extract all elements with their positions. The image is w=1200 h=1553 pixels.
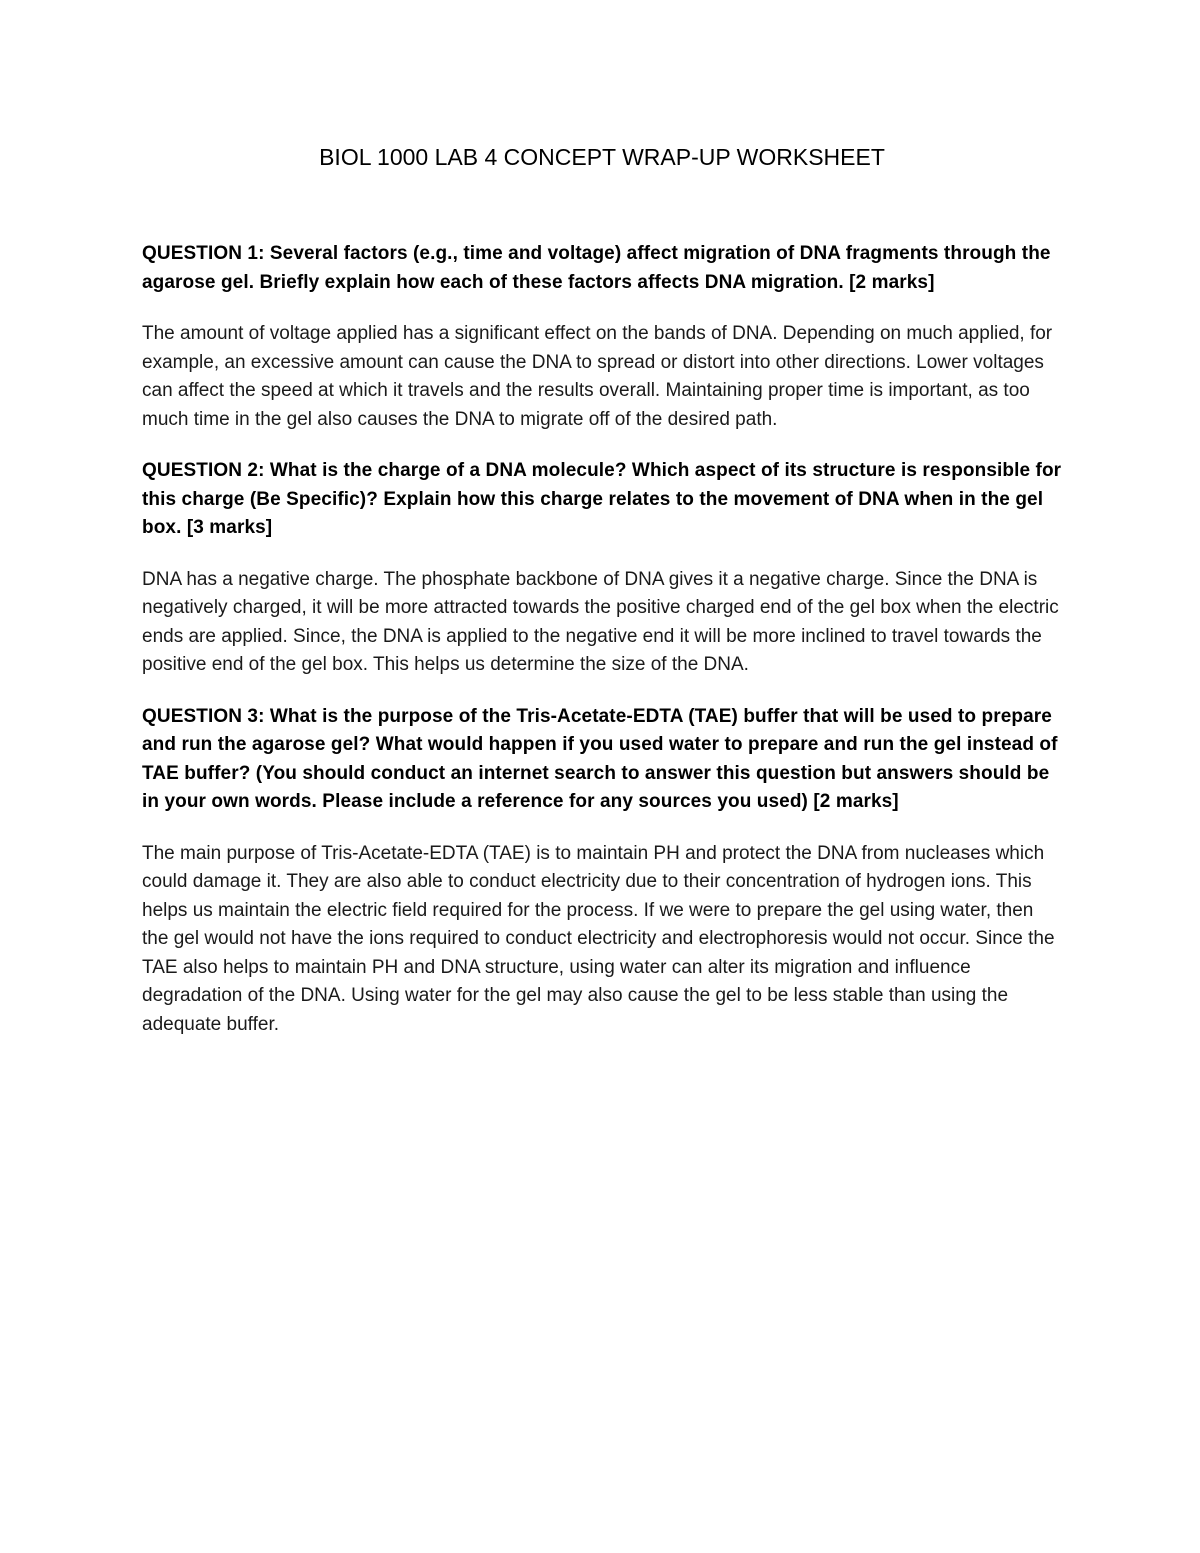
answer-2-text: DNA has a negative charge. The phosphate backbone of DNA gives it a negative charge. Since the DNA is negatively charged, it will be more attracted towards the positive charged end of the gel box when the electric ends are applied. Since, the DNA is applied to the negative end it will be more inclined to travel towards the positive end of the gel box. This helps us determine the size of the DNA. (142, 568, 1059, 675)
question-section-1 (142, 240, 1062, 434)
answer-1-text: The amount of voltage applied has a significant effect on the bands of DNA. Depending on much applied, for example, an excessive amount can cause the DNA to spread or distort into other directions. Lower voltages can affect the speed at which it travels and the results overall. Maintaining proper time is important, as too much time in the gel also causes the DNA to migrate off of the desired path. (142, 323, 1053, 430)
answer-3-text: The main purpose of Tris-Acetate-EDTA (TAE) is to maintain PH and protect the DNA from nucleases which could damage it. They are also able to conduct electricity due to their concentration of hydrogen ions. This helps us maintain the electric field required for the process. If we were to prepare the gel using water, then the gel would not have the ions required to conduct electricity and electrophoresis would not occur. Since the TAE also helps to maintain PH and DNA structure, using water can alter its migration and influence degradation of the DNA. Using water for the gel may also cause the gel to be less stable than using the adequate buffer. (142, 842, 1055, 1035)
question-section-2 (142, 457, 1062, 680)
question-1-text: QUESTION 1: Several factors (e.g., time and voltage) affect migration of DNA fragments through the agarose gel. Briefly explain how each of these factors affects DNA migration. [2 marks] (142, 243, 1051, 293)
document-page (142, 140, 1062, 1062)
question-section-3 (142, 703, 1062, 1040)
document-title: BIOL 1000 LAB 4 CONCEPT WRAP-UP WORKSHEET (319, 144, 885, 170)
question-2-text: QUESTION 2: What is the charge of a DNA molecule? Which aspect of its structure is responsible for this charge (Be Specific)? Explain how this charge relates to the movement of DNA when in the gel box. [3 marks] (142, 460, 1062, 538)
question-3-text: QUESTION 3: What is the purpose of the Tris-Acetate-EDTA (TAE) buffer that will be used to prepare and run the agarose gel? What would happen if you used water to prepare and run the gel instead of TAE buffer? (You should conduct an internet search to answer this question but answers should be in your own words. Please include a reference for any sources you used) [2 marks] (142, 705, 1058, 812)
